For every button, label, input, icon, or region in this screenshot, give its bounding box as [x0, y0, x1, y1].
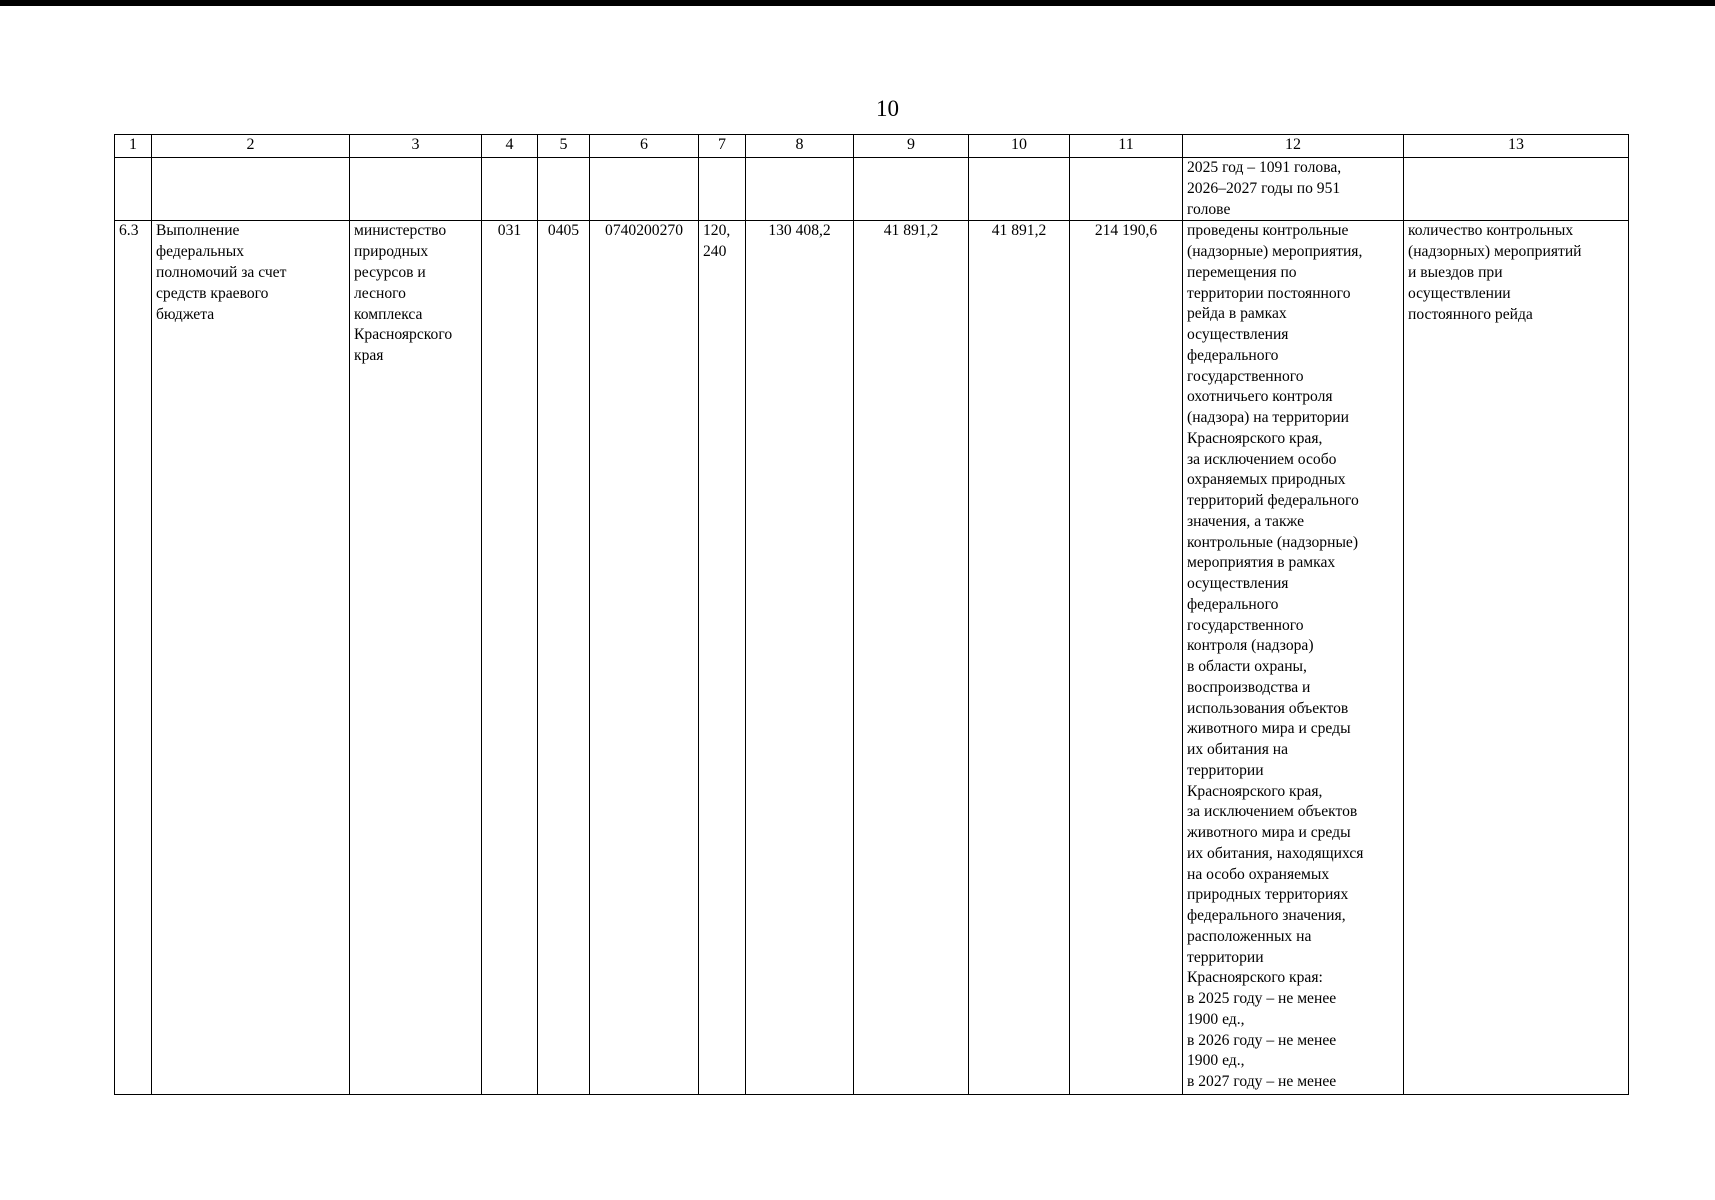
row-number: 6.3 — [115, 221, 152, 1095]
measure-name: Выполнение федеральных полномочий за счет средств краевого бюджета — [152, 221, 350, 1095]
header-cell-11: 11 — [1070, 135, 1183, 158]
header-cell-1: 1 — [115, 135, 152, 158]
cont-cell-13 — [1404, 158, 1629, 221]
grbs-code: 031 — [482, 221, 538, 1095]
header-cell-8: 8 — [746, 135, 854, 158]
executor: министерство природных ресурсов и лесного комплекса Красноярского края — [350, 221, 482, 1095]
cont-cell-3 — [350, 158, 482, 221]
header-cell-3: 3 — [350, 135, 482, 158]
cont-cell-11 — [1070, 158, 1183, 221]
header-cell-10: 10 — [969, 135, 1070, 158]
vr-code: 120, 240 — [699, 221, 746, 1095]
header-cell-13: 13 — [1404, 135, 1629, 158]
expected-result: проведены контрольные (надзорные) мероприятия, перемещения по территории постоянного рейда в рамках осуществления федерального государственного охотничьего контроля (надзора) на территории Красноярского края, за исключением особо охраняемых природных территорий федерального значения, а также контрольные (надзорные) мероприятия в рамках осуществления федерального государственного контроля (надзора) в области охраны, воспроизводства и использования объектов животного мира и среды их обитания на территории Красноярского края, за исключением объектов животного мира и среды их обитания, находящихся на особо охраняемых природных территориях федерального значения, расположенных на территории Красноярского края: в 2025 году – не менее 1900 ед., в 2026 году – не менее 1900 ед., в 2027 году – не менее — [1183, 221, 1404, 1095]
header-row — [115, 135, 1629, 158]
cont-cell-2 — [152, 158, 350, 221]
indicator: количество контрольных (надзорных) мероприятий и выездов при осуществлении постоянного рейда — [1404, 221, 1629, 1095]
rzpr-code: 0405 — [538, 221, 590, 1095]
amount-2026: 41 891,2 — [854, 221, 969, 1095]
amount-total: 214 190,6 — [1070, 221, 1183, 1095]
continuation-row — [115, 158, 1629, 221]
header-cell-7: 7 — [699, 135, 746, 158]
header-cell-4: 4 — [482, 135, 538, 158]
cont-cell-1 — [115, 158, 152, 221]
cont-cell-7 — [699, 158, 746, 221]
cont-cell-6 — [590, 158, 699, 221]
program-table — [114, 134, 1629, 1095]
header-cell-6: 6 — [590, 135, 699, 158]
header-cell-9: 9 — [854, 135, 969, 158]
cont-result-cell: 2025 год – 1091 голова, 2026–2027 годы по 951 голове — [1183, 158, 1404, 221]
table-row — [115, 221, 1629, 1095]
csr-code: 0740200270 — [590, 221, 699, 1095]
header-cell-12: 12 — [1183, 135, 1404, 158]
header-cell-2: 2 — [152, 135, 350, 158]
cont-cell-9 — [854, 158, 969, 221]
cont-cell-5 — [538, 158, 590, 221]
scan-top-edge — [0, 0, 1715, 6]
cont-cell-10 — [969, 158, 1070, 221]
header-cell-5: 5 — [538, 135, 590, 158]
cont-cell-4 — [482, 158, 538, 221]
page-number: 10 — [876, 96, 899, 121]
amount-2025: 130 408,2 — [746, 221, 854, 1095]
amount-2027: 41 891,2 — [969, 221, 1070, 1095]
cont-cell-8 — [746, 158, 854, 221]
